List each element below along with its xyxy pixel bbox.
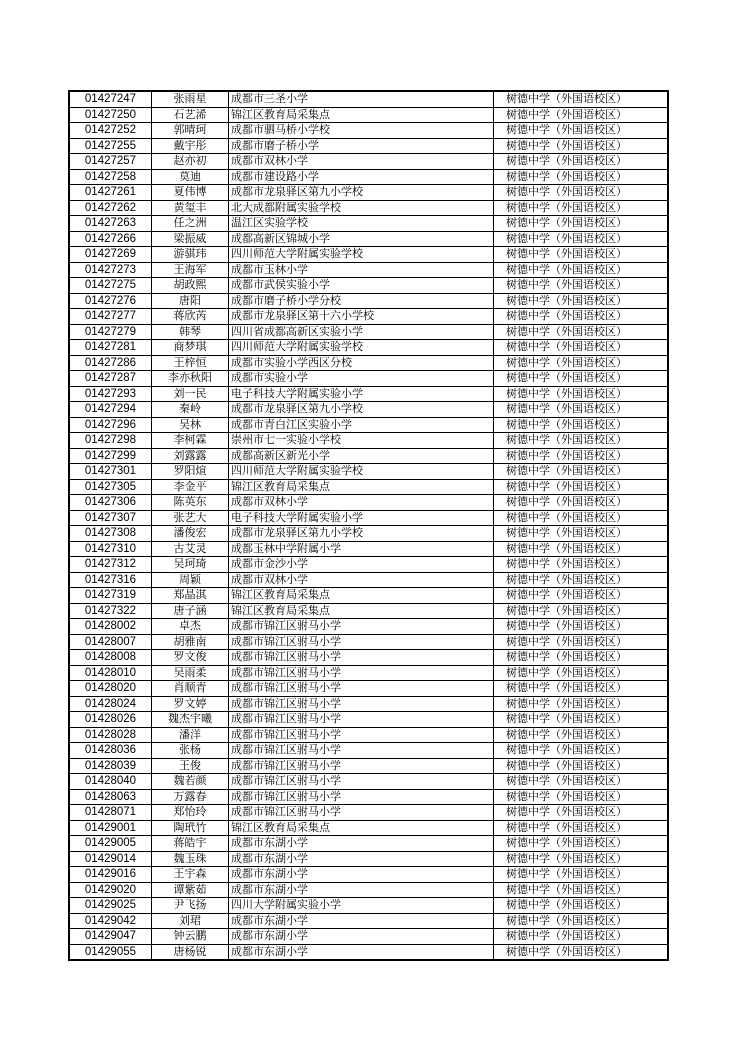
- primary-school-cell: 四川省成都高新区实验小学: [229, 324, 494, 340]
- table-row: [69, 774, 668, 790]
- table-row: [69, 882, 668, 898]
- primary-school-cell: 成都市双林小学: [229, 154, 494, 170]
- admitted-school-cell: 树德中学（外国语校区）: [494, 696, 669, 712]
- admitted-school-cell: 树德中学（外国语校区）: [494, 123, 669, 139]
- student-name-cell: 任之洲: [152, 216, 229, 232]
- student-name-cell: 刘露露: [152, 448, 229, 464]
- student-id-cell: 01429001: [69, 820, 152, 836]
- admitted-school-cell: 树德中学（外国语校区）: [494, 805, 669, 821]
- admitted-school-cell: 树德中学（外国语校区）: [494, 402, 669, 418]
- table-row: [69, 727, 668, 743]
- student-id-cell: 01429047: [69, 929, 152, 945]
- student-id-cell: 01429042: [69, 913, 152, 929]
- student-name-cell: 王梓恒: [152, 355, 229, 371]
- student-name-cell: 张艺大: [152, 510, 229, 526]
- primary-school-cell: 成都市金沙小学: [229, 557, 494, 573]
- student-id-cell: 01428071: [69, 805, 152, 821]
- student-name-cell: 石艺浠: [152, 107, 229, 123]
- table-row: [69, 634, 668, 650]
- student-id-cell: 01427319: [69, 588, 152, 604]
- student-name-cell: 吴雨柔: [152, 665, 229, 681]
- primary-school-cell: 成都市锦江区驸马小学: [229, 681, 494, 697]
- admitted-school-cell: 树德中学（外国语校区）: [494, 526, 669, 542]
- admitted-school-cell: 树德中学（外国语校区）: [494, 712, 669, 728]
- student-name-cell: 吴珂琦: [152, 557, 229, 573]
- admitted-school-cell: 树德中学（外国语校区）: [494, 898, 669, 914]
- primary-school-cell: 锦江区教育局采集点: [229, 820, 494, 836]
- table-row: [69, 557, 668, 573]
- admitted-school-cell: 树德中学（外国语校区）: [494, 944, 669, 960]
- table-row: [69, 340, 668, 356]
- student-name-cell: 尹飞扬: [152, 898, 229, 914]
- primary-school-cell: 成都市青白江区实验小学: [229, 417, 494, 433]
- student-id-cell: 01427277: [69, 309, 152, 325]
- student-id-cell: 01428040: [69, 774, 152, 790]
- student-name-cell: 王海军: [152, 262, 229, 278]
- primary-school-cell: 成都市锦江区驸马小学: [229, 805, 494, 821]
- student-name-cell: 戴宇彤: [152, 138, 229, 154]
- admitted-school-cell: 树德中学（外国语校区）: [494, 386, 669, 402]
- student-name-cell: 李金平: [152, 479, 229, 495]
- student-name-cell: 魏玉珠: [152, 851, 229, 867]
- admitted-school-cell: 树德中学（外国语校区）: [494, 216, 669, 232]
- student-name-cell: 陶玳竹: [152, 820, 229, 836]
- student-name-cell: 周颖: [152, 572, 229, 588]
- table-row: [69, 169, 668, 185]
- primary-school-cell: 成都市锦江区驸马小学: [229, 650, 494, 666]
- student-name-cell: 秦岭: [152, 402, 229, 418]
- table-row: [69, 91, 668, 107]
- student-name-cell: 吴林: [152, 417, 229, 433]
- student-name-cell: 韩琴: [152, 324, 229, 340]
- student-id-cell: 01427281: [69, 340, 152, 356]
- admitted-school-cell: 树德中学（外国语校区）: [494, 789, 669, 805]
- table-row: [69, 743, 668, 759]
- primary-school-cell: 成都市龙泉驿区第九小学校: [229, 402, 494, 418]
- primary-school-cell: 四川师范大学附属实验学校: [229, 247, 494, 263]
- primary-school-cell: 成都市锦江区驸马小学: [229, 758, 494, 774]
- table-row: [69, 541, 668, 557]
- student-id-cell: 01427308: [69, 526, 152, 542]
- student-id-cell: 01427250: [69, 107, 152, 123]
- admitted-school-cell: 树德中学（外国语校区）: [494, 293, 669, 309]
- table-row: [69, 324, 668, 340]
- admitted-school-cell: 树德中学（外国语校区）: [494, 464, 669, 480]
- table-row: [69, 619, 668, 635]
- primary-school-cell: 锦江区教育局采集点: [229, 588, 494, 604]
- student-id-cell: 01427273: [69, 262, 152, 278]
- student-name-cell: 蒋皓宇: [152, 836, 229, 852]
- student-id-cell: 01427266: [69, 231, 152, 247]
- primary-school-cell: 锦江区教育局采集点: [229, 479, 494, 495]
- student-name-cell: 莫迪: [152, 169, 229, 185]
- student-name-cell: 张杨: [152, 743, 229, 759]
- table-row: [69, 588, 668, 604]
- table-row: [69, 944, 668, 960]
- student-id-cell: 01427286: [69, 355, 152, 371]
- student-name-cell: 罗文俊: [152, 650, 229, 666]
- student-name-cell: 张雨星: [152, 91, 229, 107]
- student-id-cell: 01427247: [69, 91, 152, 107]
- admitted-school-cell: 树德中学（外国语校区）: [494, 882, 669, 898]
- primary-school-cell: 成都市武侯实验小学: [229, 278, 494, 294]
- student-id-cell: 01427252: [69, 123, 152, 139]
- primary-school-cell: 崇州市七一实验小学校: [229, 433, 494, 449]
- table-row: [69, 402, 668, 418]
- admitted-school-cell: 树德中学（外国语校区）: [494, 851, 669, 867]
- student-id-cell: 01428008: [69, 650, 152, 666]
- student-id-cell: 01427301: [69, 464, 152, 480]
- student-id-cell: 01429016: [69, 867, 152, 883]
- student-name-cell: 梁振威: [152, 231, 229, 247]
- primary-school-cell: 北大成都附属实验学校: [229, 200, 494, 216]
- admitted-school-cell: 树德中学（外国语校区）: [494, 588, 669, 604]
- student-name-cell: 李柯霖: [152, 433, 229, 449]
- table-row: [69, 495, 668, 511]
- student-id-cell: 01427263: [69, 216, 152, 232]
- table-row: [69, 448, 668, 464]
- student-name-cell: 商梦琪: [152, 340, 229, 356]
- primary-school-cell: 成都市实验小学: [229, 371, 494, 387]
- student-id-cell: 01427298: [69, 433, 152, 449]
- primary-school-cell: 成都市东湖小学: [229, 867, 494, 883]
- admitted-school-cell: 树德中学（外国语校区）: [494, 820, 669, 836]
- student-id-cell: 01429014: [69, 851, 152, 867]
- table-row: [69, 851, 668, 867]
- table-row: [69, 386, 668, 402]
- table-row: [69, 820, 668, 836]
- student-id-cell: 01428020: [69, 681, 152, 697]
- table-row: [69, 696, 668, 712]
- table-row: [69, 200, 668, 216]
- table-row: [69, 479, 668, 495]
- table-row: [69, 154, 668, 170]
- primary-school-cell: 成都玉林中学附属小学: [229, 541, 494, 557]
- table-row: [69, 758, 668, 774]
- student-name-cell: 唐阳: [152, 293, 229, 309]
- student-id-cell: 01428010: [69, 665, 152, 681]
- student-name-cell: 魏若颜: [152, 774, 229, 790]
- admitted-school-cell: 树德中学（外国语校区）: [494, 867, 669, 883]
- primary-school-cell: 电子科技大学附属实验小学: [229, 510, 494, 526]
- student-name-cell: 胡政熙: [152, 278, 229, 294]
- admitted-school-cell: 树德中学（外国语校区）: [494, 107, 669, 123]
- student-id-cell: 01427276: [69, 293, 152, 309]
- admitted-school-cell: 树德中学（外国语校区）: [494, 774, 669, 790]
- primary-school-cell: 成都市驷马桥小学校: [229, 123, 494, 139]
- student-name-cell: 谭紫茹: [152, 882, 229, 898]
- table-row: [69, 355, 668, 371]
- student-id-cell: 01428024: [69, 696, 152, 712]
- student-name-cell: 唐子涵: [152, 603, 229, 619]
- admitted-school-cell: 树德中学（外国语校区）: [494, 557, 669, 573]
- admitted-school-cell: 树德中学（外国语校区）: [494, 681, 669, 697]
- table-row: [69, 681, 668, 697]
- table-row: [69, 510, 668, 526]
- student-name-cell: 王宇森: [152, 867, 229, 883]
- admitted-school-cell: 树德中学（外国语校区）: [494, 324, 669, 340]
- student-id-cell: 01427307: [69, 510, 152, 526]
- admitted-school-cell: 树德中学（外国语校区）: [494, 541, 669, 557]
- admission-list-body: [69, 91, 668, 960]
- admission-list-table: [68, 90, 669, 961]
- table-row: [69, 665, 668, 681]
- student-name-cell: 古艾灵: [152, 541, 229, 557]
- student-id-cell: 01427305: [69, 479, 152, 495]
- student-id-cell: 01428039: [69, 758, 152, 774]
- table-row: [69, 789, 668, 805]
- primary-school-cell: 成都市锦江区驸马小学: [229, 774, 494, 790]
- admitted-school-cell: 树德中学（外国语校区）: [494, 154, 669, 170]
- admitted-school-cell: 树德中学（外国语校区）: [494, 340, 669, 356]
- primary-school-cell: 成都高新区锦城小学: [229, 231, 494, 247]
- admitted-school-cell: 树德中学（外国语校区）: [494, 355, 669, 371]
- table-row: [69, 836, 668, 852]
- admitted-school-cell: 树德中学（外国语校区）: [494, 572, 669, 588]
- student-name-cell: 王俊: [152, 758, 229, 774]
- table-row: [69, 433, 668, 449]
- primary-school-cell: 锦江区教育局采集点: [229, 603, 494, 619]
- table-row: [69, 526, 668, 542]
- primary-school-cell: 成都市玉林小学: [229, 262, 494, 278]
- admitted-school-cell: 树德中学（外国语校区）: [494, 433, 669, 449]
- admitted-school-cell: 树德中学（外国语校区）: [494, 231, 669, 247]
- student-name-cell: 赵亦初: [152, 154, 229, 170]
- primary-school-cell: 成都市双林小学: [229, 572, 494, 588]
- student-name-cell: 万露春: [152, 789, 229, 805]
- admitted-school-cell: 树德中学（外国语校区）: [494, 309, 669, 325]
- student-id-cell: 01427312: [69, 557, 152, 573]
- primary-school-cell: 成都市磨子桥小学分校: [229, 293, 494, 309]
- primary-school-cell: 成都市东湖小学: [229, 851, 494, 867]
- table-row: [69, 262, 668, 278]
- student-id-cell: 01427287: [69, 371, 152, 387]
- student-id-cell: 01429020: [69, 882, 152, 898]
- admitted-school-cell: 树德中学（外国语校区）: [494, 619, 669, 635]
- student-name-cell: 黄玺丰: [152, 200, 229, 216]
- student-name-cell: 罗阳煊: [152, 464, 229, 480]
- table-row: [69, 123, 668, 139]
- admitted-school-cell: 树德中学（外国语校区）: [494, 448, 669, 464]
- student-name-cell: 刘一民: [152, 386, 229, 402]
- table-row: [69, 913, 668, 929]
- student-name-cell: 肖顺青: [152, 681, 229, 697]
- primary-school-cell: 成都市双林小学: [229, 495, 494, 511]
- primary-school-cell: 温江区实验学校: [229, 216, 494, 232]
- student-id-cell: 01427322: [69, 603, 152, 619]
- primary-school-cell: 电子科技大学附属实验小学: [229, 386, 494, 402]
- admitted-school-cell: 树德中学（外国语校区）: [494, 650, 669, 666]
- student-id-cell: 01429025: [69, 898, 152, 914]
- table-row: [69, 309, 668, 325]
- admitted-school-cell: 树德中学（外国语校区）: [494, 929, 669, 945]
- student-name-cell: 郑怡玲: [152, 805, 229, 821]
- admitted-school-cell: 树德中学（外国语校区）: [494, 510, 669, 526]
- table-row: [69, 712, 668, 728]
- admitted-school-cell: 树德中学（外国语校区）: [494, 200, 669, 216]
- admitted-school-cell: 树德中学（外国语校区）: [494, 138, 669, 154]
- admitted-school-cell: 树德中学（外国语校区）: [494, 758, 669, 774]
- primary-school-cell: 成都高新区新光小学: [229, 448, 494, 464]
- admitted-school-cell: 树德中学（外国语校区）: [494, 495, 669, 511]
- primary-school-cell: 成都市东湖小学: [229, 882, 494, 898]
- table-row: [69, 185, 668, 201]
- student-name-cell: 胡雅南: [152, 634, 229, 650]
- primary-school-cell: 成都市三圣小学: [229, 91, 494, 107]
- table-row: [69, 603, 668, 619]
- primary-school-cell: 成都市锦江区驸马小学: [229, 743, 494, 759]
- admitted-school-cell: 树德中学（外国语校区）: [494, 417, 669, 433]
- student-id-cell: 01428063: [69, 789, 152, 805]
- admitted-school-cell: 树德中学（外国语校区）: [494, 634, 669, 650]
- admitted-school-cell: 树德中学（外国语校区）: [494, 603, 669, 619]
- primary-school-cell: 成都市磨子桥小学: [229, 138, 494, 154]
- admitted-school-cell: 树德中学（外国语校区）: [494, 185, 669, 201]
- primary-school-cell: 成都市龙泉驿区第九小学校: [229, 185, 494, 201]
- table-row: [69, 371, 668, 387]
- primary-school-cell: 四川大学附属实验小学: [229, 898, 494, 914]
- table-row: [69, 650, 668, 666]
- primary-school-cell: 四川师范大学附属实验学校: [229, 340, 494, 356]
- student-name-cell: 刘珺: [152, 913, 229, 929]
- student-id-cell: 01427255: [69, 138, 152, 154]
- primary-school-cell: 成都市东湖小学: [229, 913, 494, 929]
- admitted-school-cell: 树德中学（外国语校区）: [494, 262, 669, 278]
- student-id-cell: 01428002: [69, 619, 152, 635]
- table-row: [69, 231, 668, 247]
- student-name-cell: 郑晶淇: [152, 588, 229, 604]
- primary-school-cell: 成都市龙泉驿区第十六小学校: [229, 309, 494, 325]
- student-id-cell: 01429005: [69, 836, 152, 852]
- student-name-cell: 潘俊宏: [152, 526, 229, 542]
- student-name-cell: 蒋欣芮: [152, 309, 229, 325]
- primary-school-cell: 成都市龙泉驿区第九小学校: [229, 526, 494, 542]
- table-row: [69, 417, 668, 433]
- student-id-cell: 01427299: [69, 448, 152, 464]
- admitted-school-cell: 树德中学（外国语校区）: [494, 247, 669, 263]
- admitted-school-cell: 树德中学（外国语校区）: [494, 91, 669, 107]
- student-name-cell: 游骐玮: [152, 247, 229, 263]
- student-name-cell: 李亦秋阳: [152, 371, 229, 387]
- table-row: [69, 278, 668, 294]
- admitted-school-cell: 树德中学（外国语校区）: [494, 665, 669, 681]
- table-row: [69, 464, 668, 480]
- student-name-cell: 唐杨锐: [152, 944, 229, 960]
- student-id-cell: 01429055: [69, 944, 152, 960]
- admitted-school-cell: 树德中学（外国语校区）: [494, 371, 669, 387]
- primary-school-cell: 成都市锦江区驸马小学: [229, 789, 494, 805]
- student-id-cell: 01427306: [69, 495, 152, 511]
- primary-school-cell: 成都市锦江区驸马小学: [229, 634, 494, 650]
- table-row: [69, 572, 668, 588]
- admitted-school-cell: 树德中学（外国语校区）: [494, 727, 669, 743]
- table-row: [69, 247, 668, 263]
- admitted-school-cell: 树德中学（外国语校区）: [494, 836, 669, 852]
- student-id-cell: 01427294: [69, 402, 152, 418]
- student-id-cell: 01427293: [69, 386, 152, 402]
- admitted-school-cell: 树德中学（外国语校区）: [494, 913, 669, 929]
- primary-school-cell: 成都市东湖小学: [229, 836, 494, 852]
- primary-school-cell: 成都市实验小学西区分校: [229, 355, 494, 371]
- primary-school-cell: 成都市东湖小学: [229, 944, 494, 960]
- table-row: [69, 867, 668, 883]
- student-id-cell: 01427275: [69, 278, 152, 294]
- student-name-cell: 陈英东: [152, 495, 229, 511]
- table-row: [69, 293, 668, 309]
- student-id-cell: 01427262: [69, 200, 152, 216]
- student-id-cell: 01427310: [69, 541, 152, 557]
- admitted-school-cell: 树德中学（外国语校区）: [494, 169, 669, 185]
- student-name-cell: 郭晴珂: [152, 123, 229, 139]
- student-name-cell: 罗文婷: [152, 696, 229, 712]
- table-row: [69, 929, 668, 945]
- primary-school-cell: 成都市东湖小学: [229, 929, 494, 945]
- student-id-cell: 01427269: [69, 247, 152, 263]
- student-id-cell: 01428026: [69, 712, 152, 728]
- table-row: [69, 138, 668, 154]
- primary-school-cell: 成都市锦江区驸马小学: [229, 727, 494, 743]
- primary-school-cell: 成都市锦江区驸马小学: [229, 712, 494, 728]
- table-row: [69, 898, 668, 914]
- student-id-cell: 01427316: [69, 572, 152, 588]
- student-id-cell: 01428007: [69, 634, 152, 650]
- student-id-cell: 01427279: [69, 324, 152, 340]
- admitted-school-cell: 树德中学（外国语校区）: [494, 479, 669, 495]
- student-id-cell: 01427258: [69, 169, 152, 185]
- student-id-cell: 01427261: [69, 185, 152, 201]
- primary-school-cell: 锦江区教育局采集点: [229, 107, 494, 123]
- admitted-school-cell: 树德中学（外国语校区）: [494, 743, 669, 759]
- student-id-cell: 01427257: [69, 154, 152, 170]
- primary-school-cell: 四川师范大学附属实验学校: [229, 464, 494, 480]
- primary-school-cell: 成都市锦江区驸马小学: [229, 665, 494, 681]
- student-id-cell: 01428036: [69, 743, 152, 759]
- student-id-cell: 01428028: [69, 727, 152, 743]
- student-name-cell: 夏伟博: [152, 185, 229, 201]
- table-row: [69, 805, 668, 821]
- admitted-school-cell: 树德中学（外国语校区）: [494, 278, 669, 294]
- primary-school-cell: 成都市建设路小学: [229, 169, 494, 185]
- student-name-cell: 钟云鹏: [152, 929, 229, 945]
- primary-school-cell: 成都市锦江区驸马小学: [229, 696, 494, 712]
- table-row: [69, 107, 668, 123]
- student-id-cell: 01427296: [69, 417, 152, 433]
- student-name-cell: 潘洋: [152, 727, 229, 743]
- student-name-cell: 魏杰宇曦: [152, 712, 229, 728]
- student-name-cell: 卓杰: [152, 619, 229, 635]
- table-row: [69, 216, 668, 232]
- primary-school-cell: 成都市锦江区驸马小学: [229, 619, 494, 635]
